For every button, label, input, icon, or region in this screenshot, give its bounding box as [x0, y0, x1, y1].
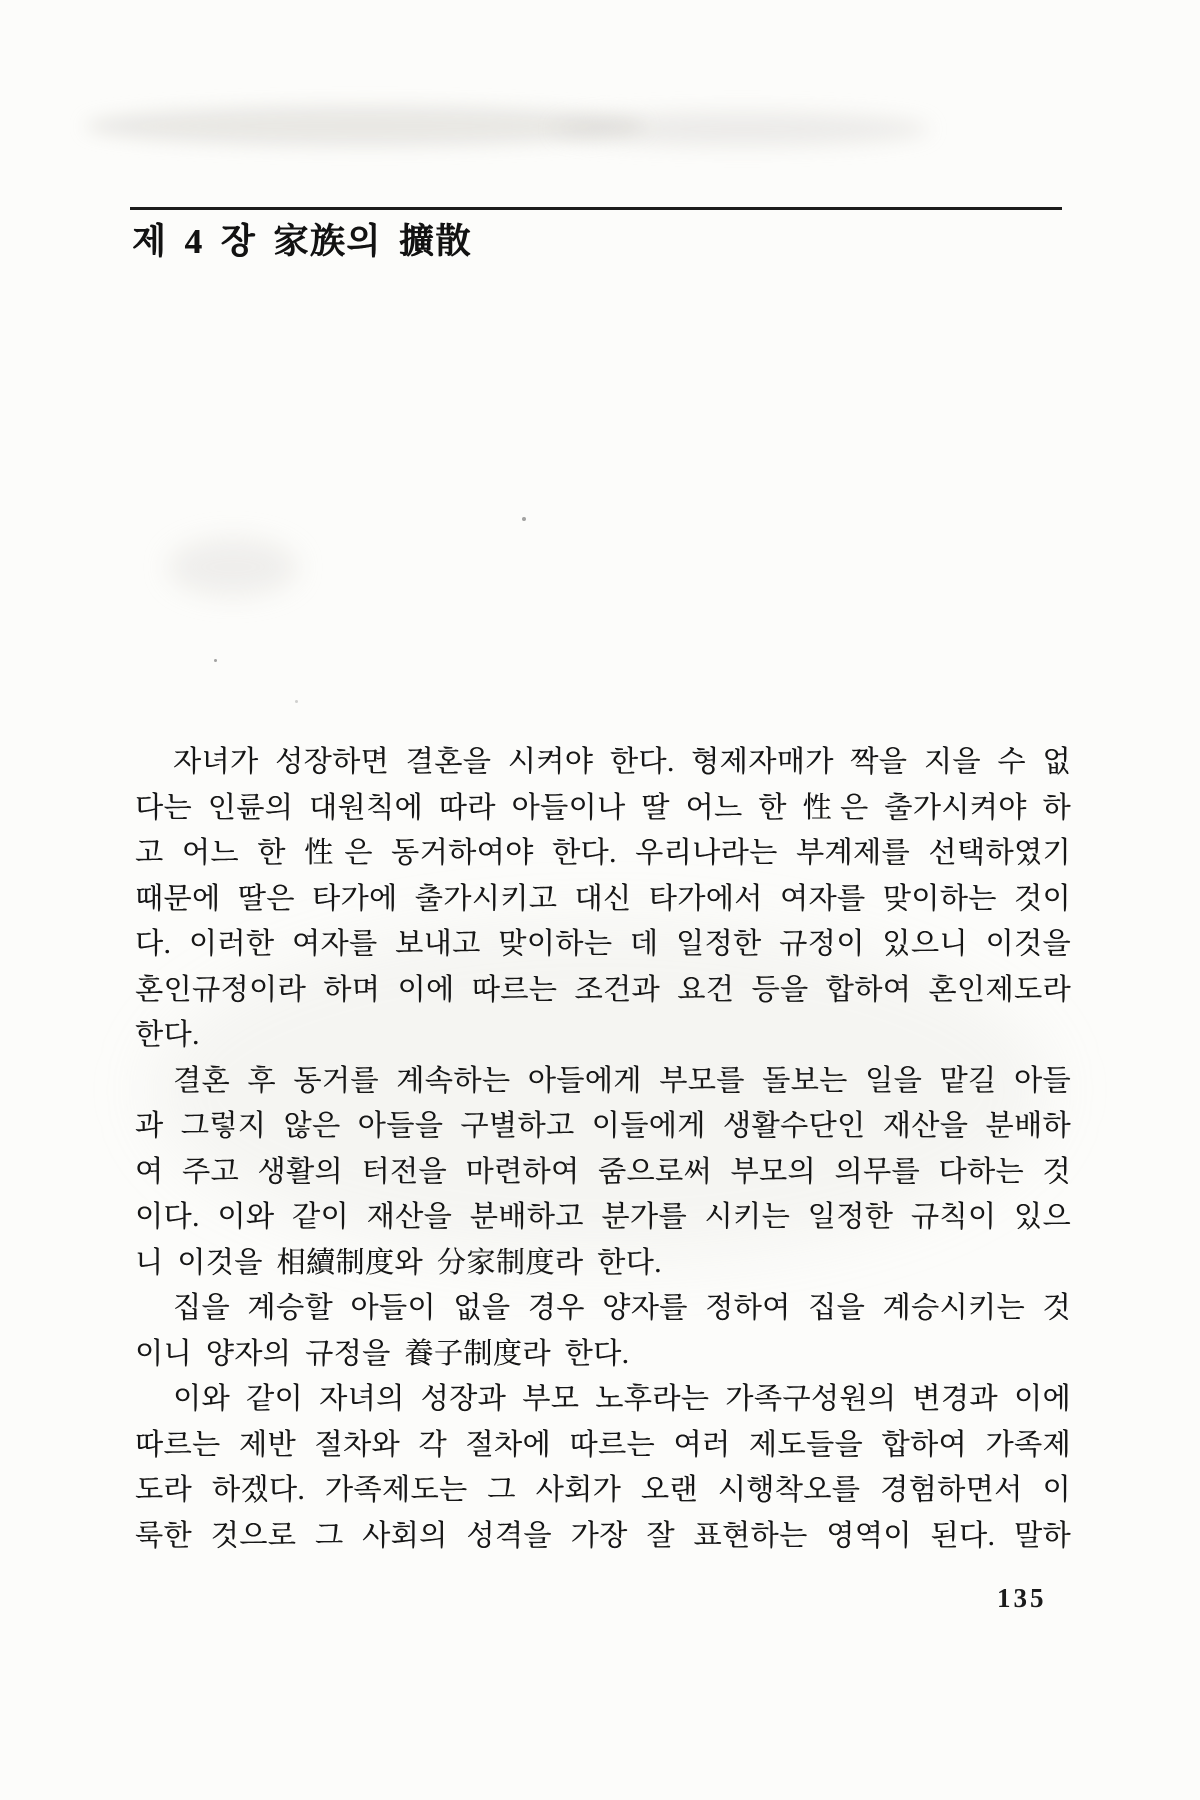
text-line: 룩한 것으로 그 사회의 성격을 가장 잘 표현하는 영역이 된다. 말하 [135, 1519, 1071, 1552]
text-line: 따르는 제반 절차와 각 절차에 따르는 여러 제도들을 합하여 가족제 [135, 1428, 1071, 1461]
text-line: 다는 인륜의 대원칙에 따라 아들이나 딸 어느 한 性은 출가시켜야 하 [135, 791, 1071, 824]
scan-speck [214, 659, 217, 662]
text-line: 한다. [135, 1019, 200, 1051]
text-line: 과 그렇지 않은 아들을 구별하고 이들에게 생활수단인 재산을 분배하 [135, 1110, 1071, 1142]
text-line: 다. 이러한 여자를 보내고 맞이하는 데 일정한 규정이 있으니 이것을 [135, 928, 1071, 960]
text-line: 집을 계승할 아들이 없을 경우 양자를 정하여 집을 계승시키는 것 [173, 1292, 1071, 1324]
text-line: 결혼 후 동거를 계속하는 아들에게 부모를 돌보는 일을 맡길 아들 [173, 1064, 1071, 1097]
chapter-heading: 제 4 장 家族의 擴散 [132, 222, 472, 261]
scan-smudge [168, 538, 298, 596]
text-line: 여 주고 생활의 터전을 마련하여 줌으로써 부모의 의무를 다하는 것 [135, 1155, 1071, 1188]
text-line: 도라 하겠다. 가족제도는 그 사회가 오랜 시행착오를 경험하면서 이 [135, 1474, 1071, 1506]
text-line: 고 어느 한 性은 동거하여야 한다. 우리나라는 부계제를 선택하였기 [135, 837, 1071, 869]
text-line: 이니 양자의 규정을 養子制度라 한다. [135, 1337, 630, 1370]
text-line: 이와 같이 자녀의 성장과 부모 노후라는 가족구성원의 변경과 이에 [173, 1383, 1071, 1415]
text-line: 자녀가 성장하면 결혼을 시켜야 한다. 형제자매가 짝을 지을 수 없 [173, 746, 1071, 778]
body-text [135, 740, 1071, 1559]
chapter-divider-rule [130, 207, 1062, 210]
scan-smudge [555, 112, 930, 146]
scan-speck [295, 700, 298, 703]
text-line: 때문에 딸은 타가에 출가시키고 대신 타가에서 여자를 맞이하는 것이 [135, 882, 1071, 915]
scan-speck [522, 517, 526, 521]
text-line: 혼인규정이라 하며 이에 따르는 조건과 요건 등을 합하여 혼인제도라 [135, 973, 1071, 1006]
scan-smudge [85, 106, 645, 146]
text-line: 이다. 이와 같이 재산을 분배하고 분가를 시키는 일정한 규칙이 있으 [135, 1201, 1071, 1233]
page-number: 135 [997, 1583, 1047, 1613]
text-line: 니 이것을 相續制度와 分家制度라 한다. [135, 1246, 662, 1279]
